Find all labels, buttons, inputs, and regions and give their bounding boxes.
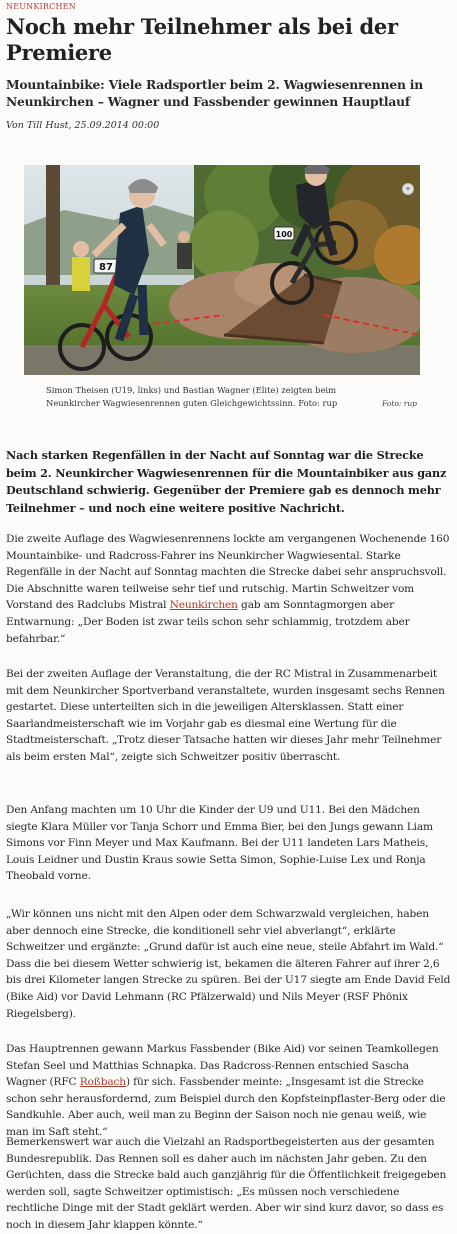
article-paragraph-4: „Wir können uns nicht mit den Alpen oder dem Schwarzwald vergleichen, haben aber dennoch eine Strecke, die konditionell sehr viel abverlangt“, erklärte Schweitzer und ergänzte: „Grund dafür ist auch eine neue, steile Abfahrt im Wald.“ Dass die bei diesem Wetter schwierig ist, bekamen die älteren Fahrer auf ihrer 2,6 bis drei Kilometer langen Strecke zu spüren. Bei der U17 siegte am Ende David Feld (Bike Aid) vor David Lehmann (RC Pfälzerwald) und Nils Meyer (RSF Phönix Riegelsberg). (6, 908, 451, 1020)
paragraph-text: Die zweite Auflage des Wagwiesenrennens lockte am vergangenen Wochenende 160 Mountainbike- und Radcross-Fahrer ins Neunkircher Wagwiesental. Starke Regenfälle in der Nacht auf Sonntag machten die Strecke dabei sehr anspruchsvoll. Die Abschnitte waren teilweise sehr tief und rutschig. Martin Schweitzer vom Vorstand des Radclubs Mistral (6, 533, 450, 612)
article-byline: Von Till Hust, 25.09.2014 00:00 (6, 120, 160, 131)
paragraph-text: Das Hauptrennen gewann Markus Fassbender (Bike Aid) vor seinen Teamkollegen Stefan Seel und Matthias Schnapka. Das Radcross-Rennen entschied Sascha Wagner (RFC (6, 1043, 439, 1089)
paragraph-text: gab am Sonntagmorgen aber Entwarnung: „Der Boden ist zwar teils schon sehr schlammig, trotzdem aber befahrbar.“ (6, 599, 410, 645)
article-paragraph-1 (6, 531, 451, 647)
paragraph-text: ) für sich. Fassbender meinte: „Insgesamt ist die Strecke schon sehr herausfordernd, zum Beispiel durch den Kopfsteinpflaster-Berg oder die Sandkuhle. Aber auch, weil man zu Beginn der Saison noch nie genau weiß, wie man im Saft steht.“ (6, 1076, 446, 1138)
bib-number-right: 100 (275, 230, 293, 239)
photo-credit: Foto: rup (382, 399, 417, 408)
link-rossbach[interactable]: Roßbach (79, 1076, 126, 1089)
zoom-icon[interactable]: + (402, 183, 414, 195)
article-paragraph-2: Bei der zweiten Auflage der Veranstaltung, die der RC Mistral in Zusammenarbeit mit dem Neunkircher Sportverband veranstaltete, wurden insgesamt sechs Rennen gestartet. Diese unterteilten sich in die jeweiligen Altersklassen. Statt einer Saarlandmeisterschaft wie im Vorjahr gab es diesmal eine Wertung für die Stadtmeisterschaft. „Trotz dieser Tatsache hatten wir dieses Jahr mehr Teilnehmer als beim ersten Mal“, zeigte sich Schweitzer positiv überrascht. (6, 668, 445, 763)
article-paragraph-3: Den Anfang machten um 10 Uhr die Kinder der U9 und U11. Bei den Mädchen siegte Klara Müller vor Tanja Schorr und Emma Bier, bei den Jungs gewann Liam Simons vor Finn Meyer und Max Kaufmann. Bei der U11 landeten Lars Matheis, Louis Leidner und Dustin Kraus sowie Setta Simon, Sophie-Luise Lex und Ronja Theobald vorne. (6, 804, 433, 883)
article-photo[interactable] (24, 165, 420, 375)
photo-caption: Simon Theisen (U19, links) und Bastian Wagner (Elite) zeigten beim Neunkircher Wagwiesenrennen guten Gleichgewichtssinn. Foto: rup (46, 385, 338, 408)
article-headline: Noch mehr Teilnehmer als bei der Premiere (6, 14, 398, 65)
article-paragraph-5 (6, 1041, 451, 1141)
link-neunkirchen[interactable]: Neunkirchen (169, 599, 238, 612)
section-kicker[interactable]: NEUNKIRCHEN (6, 2, 76, 11)
bib-number-left: 87 (99, 262, 113, 273)
article-subheadline: Mountainbike: Viele Radsportler beim 2. Wagwiesenrennen in Neunkirchen – Wagner und Fassbender gewinnen Hauptlauf (6, 77, 424, 109)
article-lead: Nach starken Regenfällen in der Nacht auf Sonntag war die Strecke beim 2. Neunkircher Wagwiesenrennen für die Mountainbiker aus ganz Deutschland schwierig. Gegenüber der Premiere gab es dennoch mehr Teilnehmer – und noch eine weitere positive Nachricht. (6, 448, 447, 515)
article-paragraph-6: Bemerkenswert war auch die Vielzahl an Radsportbegeisterten aus der gesamten Bundesrepublik. Das Rennen soll es daher auch im nächsten Jahr geben. Zu den Gerüchten, dass die Strecke bald auch ganzjährig für die Öffentlichkeit freigegeben werden soll, sagte Schweitzer optimistisch: „Es müssen noch verschiedene rechtliche Dinge mit der Stadt geklärt werden. Aber wir sind kurz davor, so dass es noch in diesem Jahr klappen könnte.“ (6, 1136, 447, 1231)
photo-illustration (24, 165, 420, 375)
